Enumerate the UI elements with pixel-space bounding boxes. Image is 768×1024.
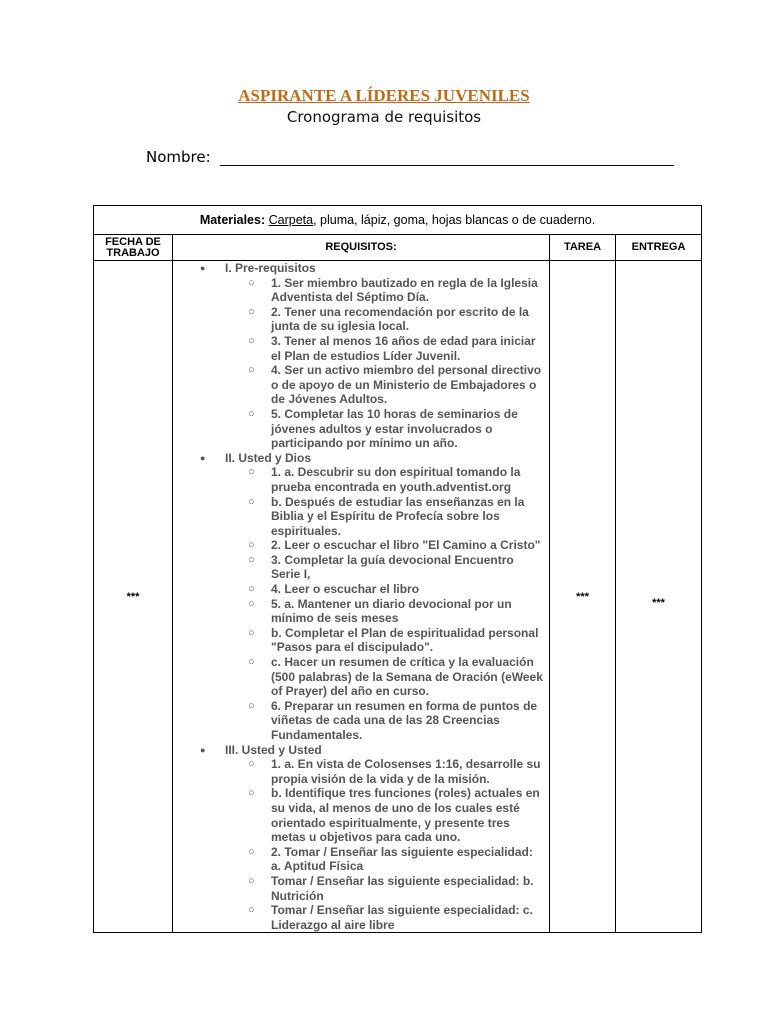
requirement-item: ○ 3. Tener al menos 16 años de edad para iniciar el Plan de estudios Líder Juvenil.	[173, 334, 545, 363]
requirement-section-items	[173, 465, 545, 742]
requirement-item: ○ 2. Leer o escuchar el libro "El Camino a Cristo"	[173, 538, 545, 553]
requirement-item: ○ b. Después de estudiar las enseñanzas en la Biblia y el Espíritu de Profecía sobre los espirituales.	[173, 495, 545, 539]
materials-row	[94, 206, 702, 235]
requisitos-cell	[173, 261, 550, 933]
requirement-item: ○ 2. Tener una recomendación por escrito de la junta de su iglesia local.	[173, 305, 545, 334]
requirement-item: ○ 2. Tomar / Enseñar las siguiente especialidad: a. Aptitud Física	[173, 845, 545, 874]
requirement-item: ○ 4. Ser un activo miembro del personal directivo o de apoyo de un Ministerio de Embajadores o de Jóvenes Adultos.	[173, 363, 545, 407]
requirements-list	[173, 261, 545, 932]
requirement-item: ○ b. Identifique tres funciones (roles) actuales en su vida, al menos de uno de los cuales esté orientado espiritualmente, y presente tres metas u objetivos para cada uno.	[173, 786, 545, 844]
materials-text: , pluma, lápiz, goma, hojas blancas o de cuaderno.	[313, 213, 596, 227]
tarea-cell: ***	[550, 261, 616, 933]
header-tarea: TAREA	[550, 235, 616, 261]
requirement-item: ○ c. Hacer un resumen de crítica y la evaluación (500 palabras) de la Semana de Oración (eWeek of Prayer) del año en curso.	[173, 655, 545, 699]
requirement-section: ● II. Usted y Dios	[173, 451, 545, 466]
requirement-item: ○ 5. Completar las 10 horas de seminarios de jóvenes adultos y estar involucrados o participando por mínimo un año.	[173, 407, 545, 451]
requirements-table	[93, 205, 702, 933]
name-underline[interactable]	[220, 165, 674, 166]
materials-label: Materiales:	[199, 213, 266, 227]
requirement-item: ○ 1. Ser miembro bautizado en regla de la Iglesia Adventista del Séptimo Día.	[173, 276, 545, 305]
requirement-item: ○ 5. a. Mantener un diario devocional por un mínimo de seis meses	[173, 597, 545, 626]
requirement-section-items	[173, 757, 545, 932]
header-entrega: ENTREGA	[616, 235, 702, 261]
requirement-section: ● I. Pre-requisitos	[173, 261, 545, 276]
name-field[interactable]	[146, 148, 674, 170]
requirement-section-items	[173, 276, 545, 451]
requirement-item: ○ 1. a. Descubrir su don espiritual tomando la prueba encontrada en youth.adventist.org	[173, 465, 545, 494]
document-subtitle: Cronograma de requisitos	[286, 108, 482, 126]
requirement-item: ○ 3. Completar la guía devocional Encuentro Serie I,	[173, 553, 545, 582]
requirement-item: ○ Tomar / Enseñar las siguiente especialidad: b. Nutrición	[173, 874, 545, 903]
entrega-cell: ***	[616, 261, 702, 933]
requirement-section: ● III. Usted y Usted	[173, 743, 545, 758]
header-requisitos: REQUISITOS:	[173, 235, 550, 261]
requirement-item: ○ Tomar / Enseñar las siguiente especialidad: c. Liderazgo al aire libre	[173, 903, 545, 932]
requirement-item: ○ b. Completar el Plan de espiritualidad personal "Pasos para el discipulado".	[173, 626, 545, 655]
fecha-cell: ***	[94, 261, 173, 933]
materials-link[interactable]: Carpeta	[268, 213, 314, 227]
name-label: Nombre:	[146, 148, 211, 166]
header-fecha: FECHA DE TRABAJO	[94, 235, 173, 261]
requirement-item: ○ 6. Preparar un resumen en forma de puntos de viñetas de cada una de las 28 Creencias Fundamentales.	[173, 699, 545, 743]
document-title: ASPIRANTE A LÍDERES JUVENILES	[238, 86, 530, 105]
requirement-item: ○ 4. Leer o escuchar el libro	[173, 582, 545, 597]
requirement-item: ○ 1. a. En vista de Colosenses 1:16, desarrolle su propia visión de la vida y de la misión.	[173, 757, 545, 786]
